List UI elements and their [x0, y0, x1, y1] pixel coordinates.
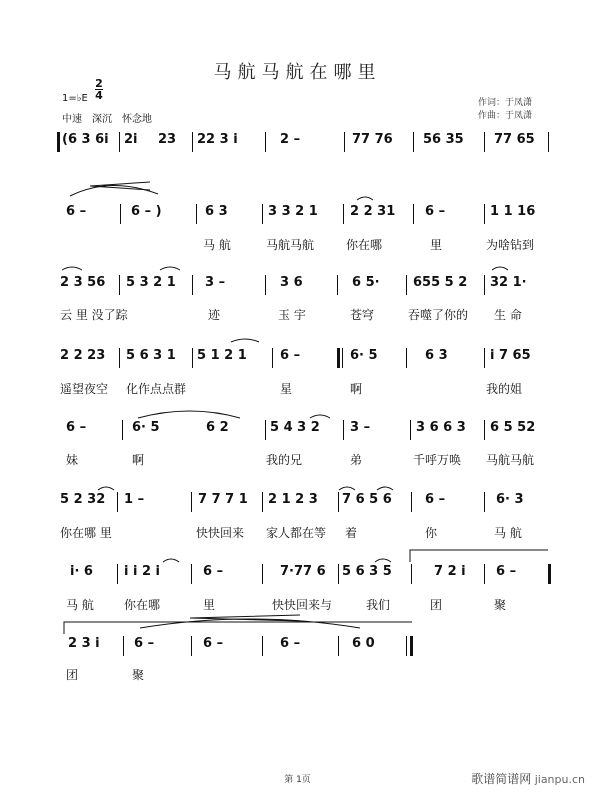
tempo-marking: 中速 深沉 怀念地	[62, 114, 152, 125]
lyric: 里	[430, 238, 443, 252]
measure-3: 3 –	[205, 275, 226, 290]
measure-2: 6 – )	[131, 204, 162, 219]
lyric: 你	[425, 526, 438, 540]
lyric-row-8	[0, 666, 595, 684]
barline	[337, 275, 338, 295]
barline	[262, 492, 263, 512]
barline	[272, 348, 273, 368]
barline	[117, 492, 118, 512]
lyric: 星	[280, 382, 293, 396]
lyric: 聚	[132, 668, 145, 682]
measure-1: 2 2 23	[60, 348, 106, 363]
barline	[119, 132, 120, 152]
measure-5: 2 2 31	[350, 204, 396, 219]
measure-4: 7·77 6	[280, 564, 326, 579]
lyric: 你在哪 里	[60, 526, 112, 540]
barline	[406, 348, 407, 368]
lyric: 聚	[494, 598, 507, 612]
barline	[484, 420, 485, 440]
barline	[192, 132, 193, 152]
song-title: 马航马航在哪里	[213, 62, 382, 83]
measure-4: 3 6	[280, 275, 303, 290]
key-signature: 1=♭E	[62, 93, 88, 104]
barline	[484, 204, 485, 224]
barline	[262, 636, 263, 656]
tie	[160, 267, 180, 270]
measure-1: 5 2 32	[60, 492, 106, 507]
measure-7: 1 1 16	[490, 204, 536, 219]
barline	[262, 204, 263, 224]
lyric: 迹	[208, 308, 221, 322]
measure-3: 7 7 7 1	[198, 492, 248, 507]
lyricist-credit: 作词：于凤潇	[478, 98, 533, 108]
staff-row-4	[0, 348, 595, 370]
tie	[492, 267, 508, 270]
barline	[410, 420, 411, 440]
measure-3: 6 3	[205, 204, 228, 219]
staff-row-2	[0, 204, 595, 226]
site-logo: 歌谱简谱网	[471, 772, 532, 786]
lyric: 弟	[350, 453, 363, 467]
lyric: 家人都在等	[266, 526, 327, 540]
barline	[191, 492, 192, 512]
lyric-row-4	[0, 380, 595, 398]
barline	[117, 564, 118, 584]
measure-7: 6· 3	[496, 492, 524, 507]
lyric-row-3	[0, 306, 595, 324]
measure-2: 5 3 2 1	[126, 275, 176, 290]
measure-2: 6 –	[134, 636, 155, 651]
measure-7: 6 –	[496, 564, 517, 579]
site-url: jianpu.cn	[534, 773, 585, 786]
barline	[343, 204, 344, 224]
barline	[191, 636, 192, 656]
barline	[122, 420, 123, 440]
barline	[338, 492, 339, 512]
lyric: 你在哪	[346, 238, 383, 252]
measure-4: 2 1 2 3	[268, 492, 318, 507]
staff-row-7	[0, 564, 595, 586]
tie	[339, 487, 355, 490]
decrescendo-hairpin	[190, 615, 300, 621]
slur	[140, 619, 360, 628]
staff-row-1	[0, 132, 595, 154]
measure-4: 3 3 2 1	[268, 204, 318, 219]
lyric: 为啥钻到	[486, 238, 535, 252]
barline	[413, 204, 414, 224]
lyric: 着	[345, 526, 358, 540]
measure-6: 7 2 i	[434, 564, 466, 579]
measure-6: 56 35	[423, 132, 464, 147]
lyric: 马航马航	[266, 238, 315, 252]
barline	[342, 348, 343, 368]
measure-7: 77 65	[494, 132, 535, 147]
measure-2b: 23	[158, 132, 177, 147]
measure-4: 2 –	[280, 132, 301, 147]
lyric-row-2	[0, 236, 595, 254]
lyric: 苍穹	[350, 308, 375, 322]
measure-6: 3 6 6 3	[416, 420, 466, 435]
lyric: 遥望夜空	[60, 382, 109, 396]
measure-3: 6 –	[203, 564, 224, 579]
measure-7: i 7 65	[490, 348, 531, 363]
barline	[484, 132, 485, 152]
lyric: 我的姐	[486, 382, 523, 396]
lyric: 云 里 没了踪	[60, 308, 128, 322]
measure-5: 6· 5	[350, 348, 378, 363]
lyric: 里	[203, 598, 216, 612]
barline	[57, 132, 60, 152]
measure-3: 6 2	[206, 420, 229, 435]
barline	[265, 275, 266, 295]
measure-6: 6 –	[425, 204, 446, 219]
measure-3: 6 –	[203, 636, 224, 651]
lyric: 马 航	[66, 598, 94, 612]
lyric: 快快回来	[196, 526, 245, 540]
measure-5: 5 6 3 5	[342, 564, 392, 579]
lyric: 生 命	[494, 308, 522, 322]
crescendo-hairpin	[90, 182, 150, 190]
barline	[343, 420, 344, 440]
measure-2: 5 6 3 1	[126, 348, 176, 363]
barline	[191, 564, 192, 584]
repeat-start-barline	[337, 348, 340, 368]
lyric: 啊	[132, 453, 145, 467]
lyric: 团	[430, 598, 443, 612]
barline	[262, 564, 263, 584]
barline	[411, 492, 412, 512]
measure-7: 6 5 52	[490, 420, 536, 435]
slur	[70, 185, 158, 196]
barline	[119, 275, 120, 295]
lyric: 玉 宇	[278, 308, 306, 322]
slur	[138, 411, 240, 418]
volta-bracket-1	[410, 550, 548, 562]
measure-3: 22 3 i	[197, 132, 238, 147]
measure-1: 2 3 i	[68, 636, 100, 651]
measure-6: 655 5 2	[413, 275, 468, 290]
barline	[411, 564, 412, 584]
tie	[231, 339, 259, 342]
barline	[123, 636, 124, 656]
repeat-end-barline	[548, 564, 551, 584]
lyric: 快快回来与	[272, 598, 333, 612]
barline	[413, 132, 414, 152]
time-signature-bottom: 4	[95, 89, 103, 102]
measure-5: 6 0	[352, 636, 375, 651]
lyric: 马 航	[203, 238, 231, 252]
staff-row-6	[0, 492, 595, 514]
page-number: 第 1页	[284, 775, 311, 785]
measure-1: (6 3 6i	[62, 132, 109, 147]
volta-bracket-2	[64, 622, 412, 634]
measure-2a: 2i	[124, 132, 138, 147]
barline	[484, 564, 485, 584]
measure-7: 32 1·	[490, 275, 527, 290]
barline	[120, 204, 121, 224]
staff-row-3	[0, 275, 595, 297]
measure-5: 77 76	[352, 132, 393, 147]
lyric: 马 航	[494, 526, 522, 540]
lyric: 啊	[350, 382, 363, 396]
lyric: 马航马航	[486, 453, 535, 467]
measure-2: i i 2 i	[124, 564, 160, 579]
tie	[357, 197, 373, 200]
measure-1: 6 –	[66, 420, 87, 435]
lyric: 吞噬了你的	[408, 308, 469, 322]
lyric-row-7	[0, 596, 595, 614]
measure-2: 6· 5	[132, 420, 160, 435]
measure-5: 6 5·	[352, 275, 380, 290]
tie	[98, 487, 114, 490]
barline	[196, 204, 197, 224]
final-barline	[410, 636, 413, 656]
barline	[192, 275, 193, 295]
lyric: 妹	[66, 453, 79, 467]
barline	[338, 636, 339, 656]
tie	[62, 267, 82, 270]
barline	[192, 348, 193, 368]
barline	[548, 132, 549, 152]
barline	[265, 132, 266, 152]
barline	[119, 348, 120, 368]
barline	[484, 275, 485, 295]
tie	[375, 559, 391, 562]
measure-5: 7 6 5 6	[342, 492, 392, 507]
lyric: 我的兄	[266, 453, 303, 467]
barline	[338, 564, 339, 584]
tie	[310, 415, 330, 418]
tie	[377, 487, 393, 490]
measure-1: 6 –	[66, 204, 87, 219]
lyric: 千呼万唤	[413, 453, 462, 467]
lyric: 我们	[366, 598, 391, 612]
barline	[406, 636, 407, 656]
lyric: 化作点点群	[126, 382, 187, 396]
barline	[344, 132, 345, 152]
measure-5: 3 –	[350, 420, 371, 435]
barline	[406, 275, 407, 295]
measure-4: 5 4 3 2	[270, 420, 320, 435]
staff-row-5	[0, 420, 595, 442]
measure-6: 6 3	[425, 348, 448, 363]
measure-6: 6 –	[425, 492, 446, 507]
measure-1: i· 6	[70, 564, 93, 579]
barline	[265, 420, 266, 440]
lyric-row-6	[0, 524, 595, 542]
measure-3: 5 1 2 1	[197, 348, 247, 363]
lyric: 团	[66, 668, 79, 682]
barline	[484, 492, 485, 512]
time-signature-top: 2	[95, 77, 103, 90]
lyric: 你在哪	[124, 598, 161, 612]
measure-4: 6 –	[280, 348, 301, 363]
measure-4: 6 –	[280, 636, 301, 651]
composer-credit: 作曲：于凤潇	[478, 111, 533, 121]
time-signature	[95, 78, 103, 101]
lyric-row-5	[0, 451, 595, 469]
measure-1: 2 3 56	[60, 275, 106, 290]
staff-row-8	[0, 636, 595, 658]
site-watermark	[471, 770, 585, 787]
measure-2: 1 –	[124, 492, 145, 507]
tie	[163, 559, 179, 562]
barline	[484, 348, 485, 368]
